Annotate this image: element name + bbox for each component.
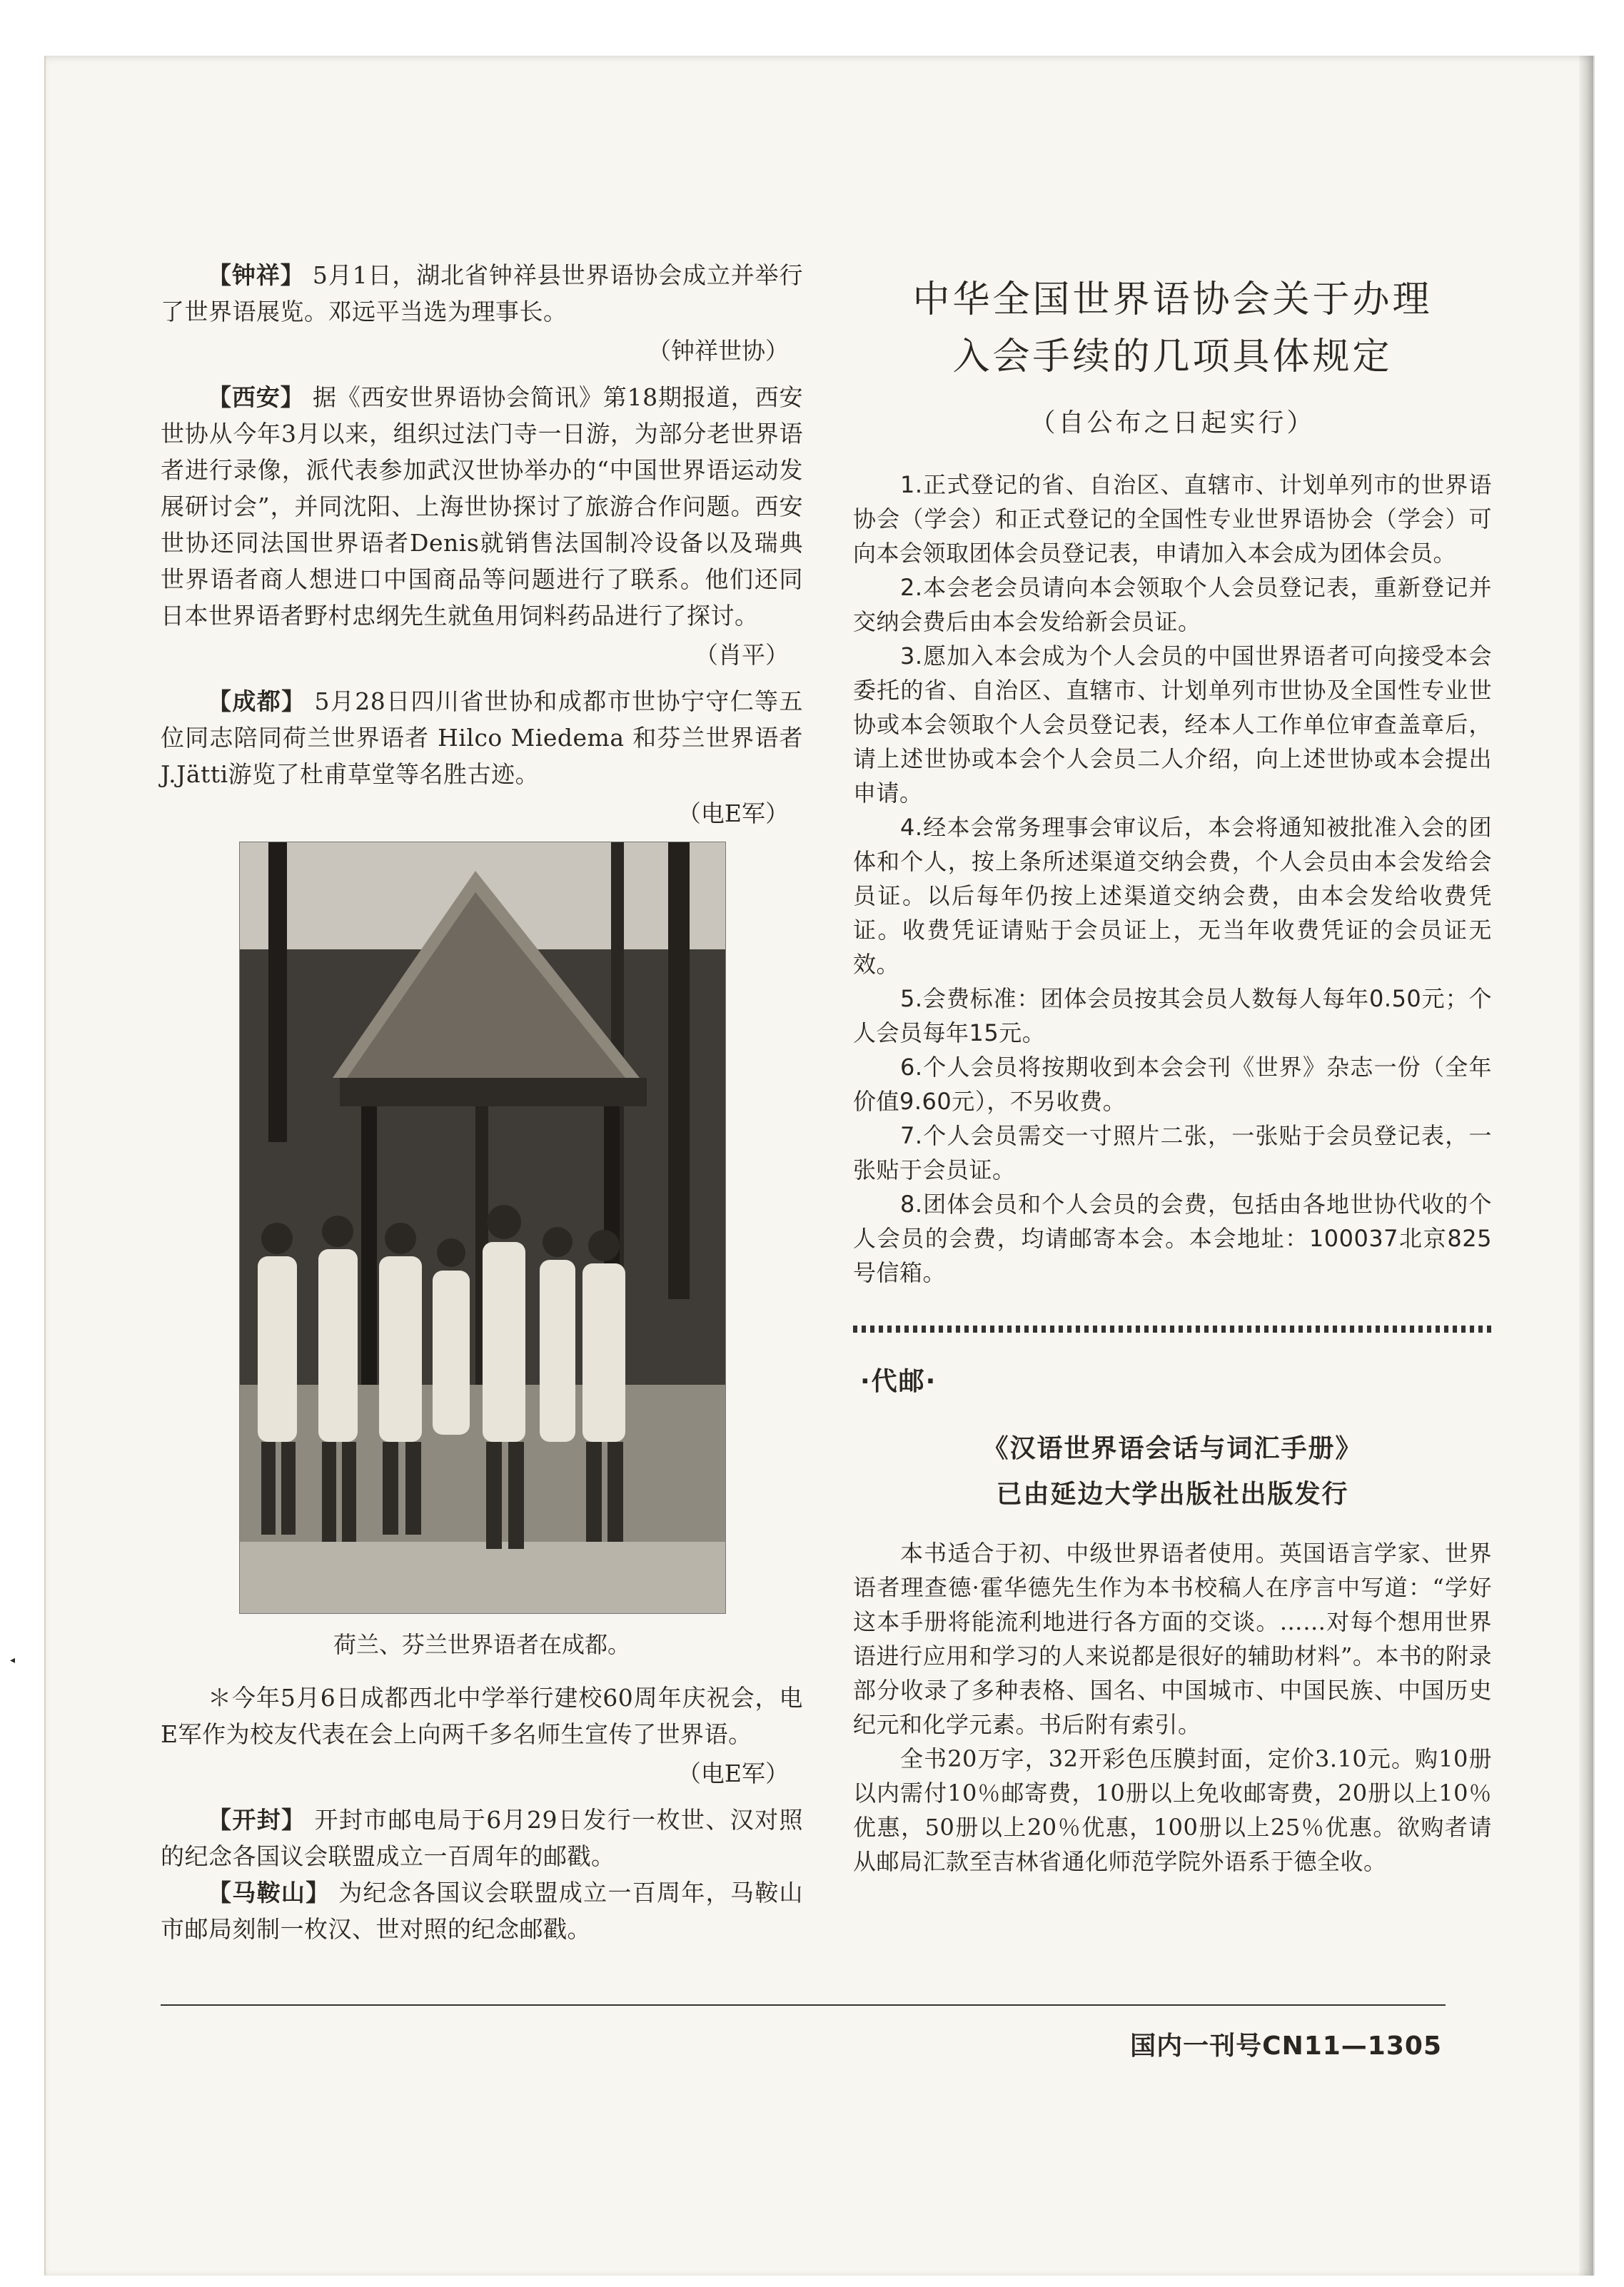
rule-item: 7.个人会员需交一寸照片二张，一张贴于会员登记表，一张贴于会员证。 xyxy=(853,1122,1492,1183)
group-photo xyxy=(239,842,726,1614)
note-paragraph xyxy=(161,1680,803,1752)
section-tag: ·代邮· xyxy=(860,1367,937,1396)
news-source: （钟祥世协） xyxy=(647,337,789,365)
news-source: （电E军） xyxy=(677,799,789,827)
book-title-line1: 《汉语世界语会话与词汇手册》 xyxy=(982,1434,1363,1463)
news-kaifeng xyxy=(161,1802,803,1874)
article-title-line1: 中华全国世界语协会关于办理 xyxy=(912,278,1433,321)
footer-issn: 国内一刊号CN11—1305 xyxy=(1130,2031,1442,2061)
note-source: （电E军） xyxy=(677,1760,789,1787)
book-description xyxy=(853,1536,1492,1879)
news-tag: 【成都】 xyxy=(208,687,306,715)
news-tag: 【西安】 xyxy=(208,383,305,411)
news-text: 5月28日四川省世协和成都市世协宁守仁等五位同志陪同荷兰世界语者 Hilco Miedema 和芬兰世界语者J.Jätti游览了杜甫草堂等名胜古迹。 xyxy=(161,687,803,788)
book-title-line2: 已由延边大学出版社出版发行 xyxy=(996,1480,1349,1509)
news-maanshan xyxy=(161,1874,803,1947)
news-zhongxiang xyxy=(161,257,803,330)
article-subtitle: （自公布之日起实行） xyxy=(1029,408,1316,438)
article-title-line2: 入会手续的几项具体规定 xyxy=(952,335,1393,378)
rule-item: 6.个人会员将按期收到本会会刊《世界》杂志一份（全年价值9.60元），不另收费。 xyxy=(853,1054,1492,1115)
rules-list xyxy=(853,468,1492,1290)
margin-mark: ◂ xyxy=(10,1655,16,1666)
dotted-divider xyxy=(853,1326,1492,1333)
page-edge-shadow xyxy=(1579,56,1593,2276)
note-text: ＊今年5月6日成都西北中学举行建校60周年庆祝会，电E军作为校友代表在会上向两千多名师生宣传了世界语。 xyxy=(161,1684,803,1748)
news-tag: 【钟祥】 xyxy=(208,261,305,289)
rule-item: 3.愿加入本会成为个人会员的中国世界语者可向接受本会委托的省、自治区、直辖市、计划单列市世协及全国性专业世协或本会领取个人会员登记表，经本人工作单位审查盖章后，请上述世协或本会个人会员二人介绍，向上述世协或本会提出申请。 xyxy=(853,642,1492,807)
news-text: 据《西安世界语协会简讯》第18期报道，西安世协从今年3月以来，组织过法门寺一日游，为部分老世界语者进行录像，派代表参加武汉世协举办的“中国世界语运动发展研讨会”，并同沈阳、上海世协探讨了旅游合作问题。西安世协还同法国世界语者Denis就销售法国制冷设备以及瑞典世界语者商人想进口中国商品等问题进行了联系。他们还同日本世界语者野村忠纲先生就鱼用饲料药品进行了探讨。 xyxy=(161,383,803,630)
book-paragraph: 全书20万字，32开彩色压膜封面，定价3.10元。购10册以内需付10％邮寄费，10册以上免收邮寄费，20册以上10％优惠，50册以上20％优惠，100册以上25％优惠。欲购者请从邮局汇款至吉林省通化师范学院外语系于德全收。 xyxy=(853,1745,1492,1875)
photo-caption: 荷兰、芬兰世界语者在成都。 xyxy=(333,1631,630,1658)
news-chengdu xyxy=(161,683,803,792)
news-tag: 【开封】 xyxy=(208,1806,306,1834)
rule-item: 5.会费标准：团体会员按其会员人数每人每年0.50元；个人会员每年15元。 xyxy=(853,985,1492,1046)
left-column xyxy=(161,257,803,1947)
book-paragraph: 本书适合于初、中级世界语者使用。英国语言学家、世界语者理查德·霍华德先生作为本书校稿人在序言中写道：“学好这本手册将能流利地进行各方面的交谈。……对每个想用世界语进行应用和学习的人来说都是很好的辅助材料”。本书的附录部分收录了多种表格、国名、中国城市、中国民族、中国历史纪元和化学元素。书后附有索引。 xyxy=(853,1540,1492,1738)
footer-rule xyxy=(161,2004,1446,2006)
right-column xyxy=(853,271,1492,1879)
rule-item: 2.本会老会员请向本会领取个人会员登记表，重新登记并交纳会费后由本会发给新会员证。 xyxy=(853,574,1492,635)
rule-item: 4.经本会常务理事会审议后，本会将通知被批准入会的团体和个人，按上条所述渠道交纳会费，个人会员由本会发给会员证。以后每年仍按上述渠道交纳会费，由本会发给收费凭证。收费凭证请贴于会员证上，无当年收费凭证的会员证无效。 xyxy=(853,814,1492,978)
news-text: 5月1日，湖北省钟祥县世界语协会成立并举行了世界语展览。邓远平当选为理事长。 xyxy=(161,261,803,325)
news-text: 开封市邮电局于6月29日发行一枚世、汉对照的纪念各国议会联盟成立一百周年的邮戳。 xyxy=(161,1806,803,1870)
rule-item: 1.正式登记的省、自治区、直辖市、计划单列市的世界语协会（学会）和正式登记的全国性专业世界语协会（学会）可向本会领取团体会员登记表，申请加入本会成为团体会员。 xyxy=(853,471,1492,567)
news-text: 为纪念各国议会联盟成立一百周年，马鞍山市邮局刻制一枚汉、世对照的纪念邮戳。 xyxy=(161,1879,804,1943)
news-source: （肖平） xyxy=(695,641,789,669)
rule-item: 8.团体会员和个人会员的会费，包括由各地世协代收的个人会员的会费，均请邮寄本会。本会地址：100037北京825号信箱。 xyxy=(853,1191,1492,1286)
news-tag: 【马鞍山】 xyxy=(208,1879,331,1907)
news-xian xyxy=(161,379,803,634)
photo-drawing xyxy=(240,842,725,1613)
